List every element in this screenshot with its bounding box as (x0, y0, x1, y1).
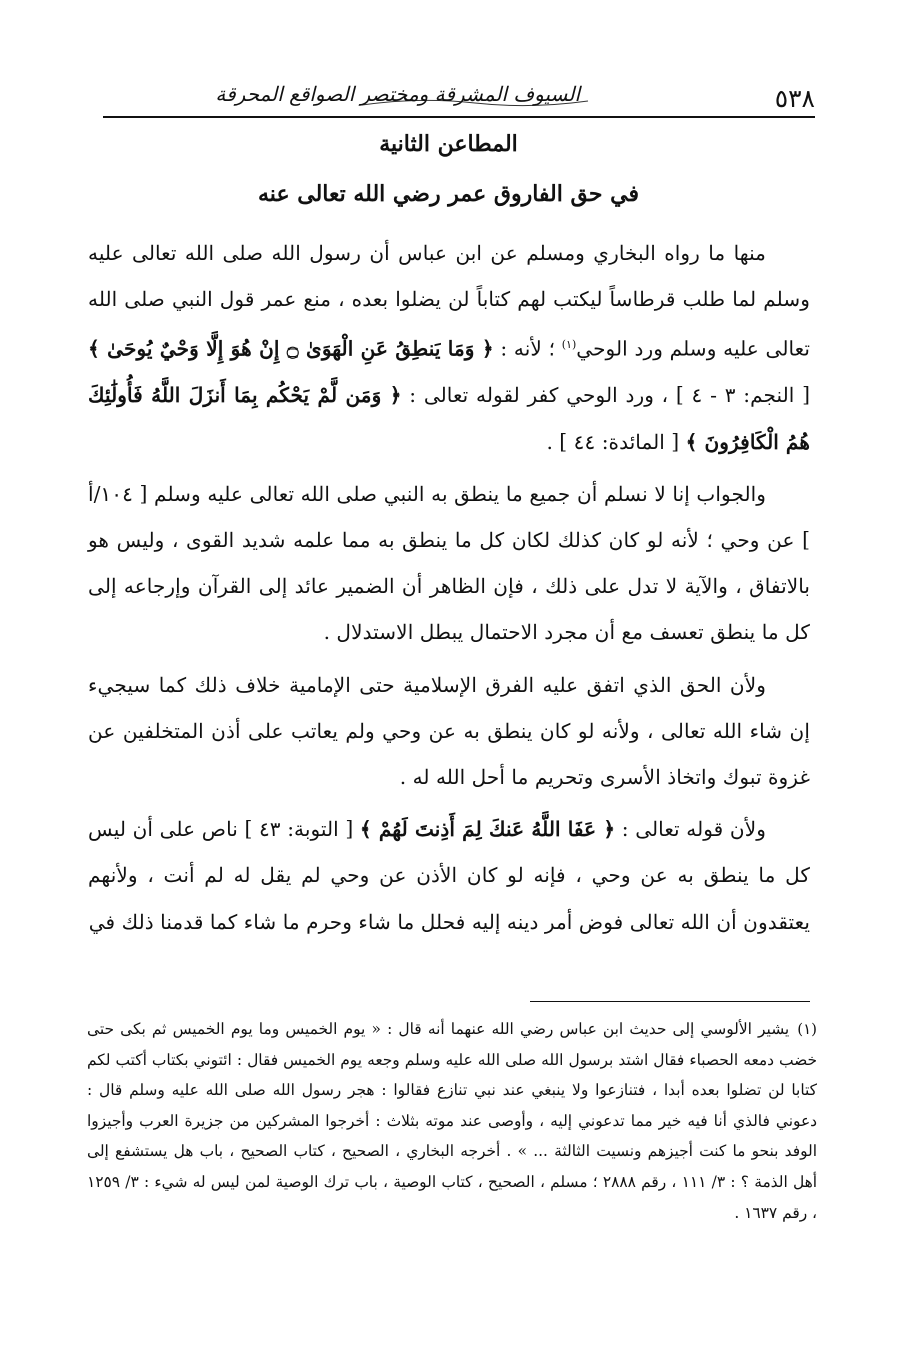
footnote-divider (530, 1001, 810, 1002)
paragraph-1-text-c: [ النجم: ٣ - ٤ ] ، ورد الوحي كفر لقوله تعالى : (401, 383, 810, 408)
paragraph-3: ولأن الحق الذي اتفق عليه الفرق الإسلامية حتى الإمامية خلاف ذلك كما سيجيء إن شاء الله تعالى ، ولأنه لو كان ينطق به عن وحي ولم يعاتب على أذن المتخلفين عن غزوة تبوك واتخاذ الأسرى وتحريم ما أحل الله له . (88, 672, 810, 789)
paragraph-1-text-a: منها ما رواه البخاري ومسلم عن ابن عباس أن رسول الله صلى الله تعالى عليه وسلم لما طلب قرطاساً ليكتب لهم كتاباً لن يضلوا بعده ، منع عمر قول النبي صلى الله تعالى عليه وسلم ورد الوحي (88, 241, 811, 362)
footnote-reference: (١) (561, 338, 577, 352)
chapter-heading: المطاعن الثانية (379, 131, 518, 157)
paragraph-4-text-b: [ التوبة: ٤٣ ] ناص على أن ليس كل ما ينطق به عن وحي ، فإنه لو كان الأذن عن وحي لم يقل له لم أنت ، ولأنهم يعتقدون أن الله تعالى فوض أمر دينه إليه فحلل ما شاء وحرم ما شاء كما قدمنا ذلك في (88, 817, 810, 934)
quran-verse-3: ﴿ عَفَا اللَّهُ عَنكَ لِمَ أَذِنتَ لَهُمْ ﴾ (359, 817, 616, 842)
section-heading: في حق الفاروق عمر رضي الله تعالى عنه (258, 181, 639, 207)
paragraph-1 (88, 230, 810, 465)
page-number: ٥٣٨ (774, 84, 815, 113)
quran-verse-1: ﴿ وَمَا يَنطِقُ عَنِ الْهَوَىٰ ۝ إِنْ هُوَ إِلَّا وَحْيٌ يُوحَىٰ ﴾ (88, 337, 494, 362)
footnote-text: يشير الألوسي إلى حديث ابن عباس رضي الله عنهما أنه قال : « يوم الخميس وما يوم الخميس ثم بكى حتى خضب دمعه الحصباء فقال اشتد برسول الله صلى الله عليه وسلم وجعه يوم الخميس فقال : ائتوني بكتاب أكتب لكم كتابا لن تضلوا بعده أبدا ، فتنازعوا ولا ينبغي عند نبي تنازع فقالوا : هجر رسول الله صلى الله عليه وسلم قال : دعوني فالذي أنا فيه خير مما تدعوني إليه ، وأوصى عند موته بثلاث : أخرجوا المشركين من جزيرة العرب وأجيزوا الوفد بنحو ما كنت أجيزهم ونسيت الثالثة ... » . أخرجه البخاري ، الصحيح ، كتاب الصحيح ، باب هل يستشفع إلى أهل الذمة ؟ : ٣/ ١١١ ، رقم ٢٨٨٨ ؛ مسلم ، الصحيح ، كتاب الوصية ، باب ترك الوصية لمن ليس له شيء : ٣/ ١٢٥٩ ، رقم ١٦٣٧ . (87, 1020, 818, 1222)
paragraph-2: والجواب إنا لا نسلم أن جميع ما ينطق به النبي صلى الله تعالى عليه وسلم [ ١٠٤/أ ] عن وحي ؛ لأنه لو كان كذلك لكان كل ما ينطق به مما علمه شديد القوى ، وليس هو بالاتفاق ، والآية لا تدل على ذلك ، فإن الظاهر أن الضمير عائد إلى القرآن وإرجاعه إلى كل ما ينطق تعسف مع أن مجرد الاحتمال يبطل الاستدلال . (88, 481, 810, 645)
main-text (88, 230, 810, 951)
paragraph-4 (88, 806, 810, 945)
book-title: السيوف المشرقة ومختصر الصواقع المحرقة (215, 82, 580, 106)
quran-verse-2: ﴿ وَمَن لَّمْ يَحْكُم بِمَا أَنزَلَ اللَّهُ فَأُولَٰئِكَ هُمُ الْكَافِرُونَ ﴾ (88, 383, 810, 454)
running-header (103, 78, 815, 118)
footnote (87, 1014, 817, 1228)
paragraph-1-text-d: [ المائدة: ٤٤ ] . (546, 429, 686, 454)
paragraph-4-text-a: ولأن قوله تعالى : (615, 817, 766, 842)
paragraph-1-text-b: ؛ لأنه : (493, 337, 562, 362)
footnote-marker: (١) (797, 1020, 817, 1038)
footnote-paragraph (87, 1014, 817, 1228)
